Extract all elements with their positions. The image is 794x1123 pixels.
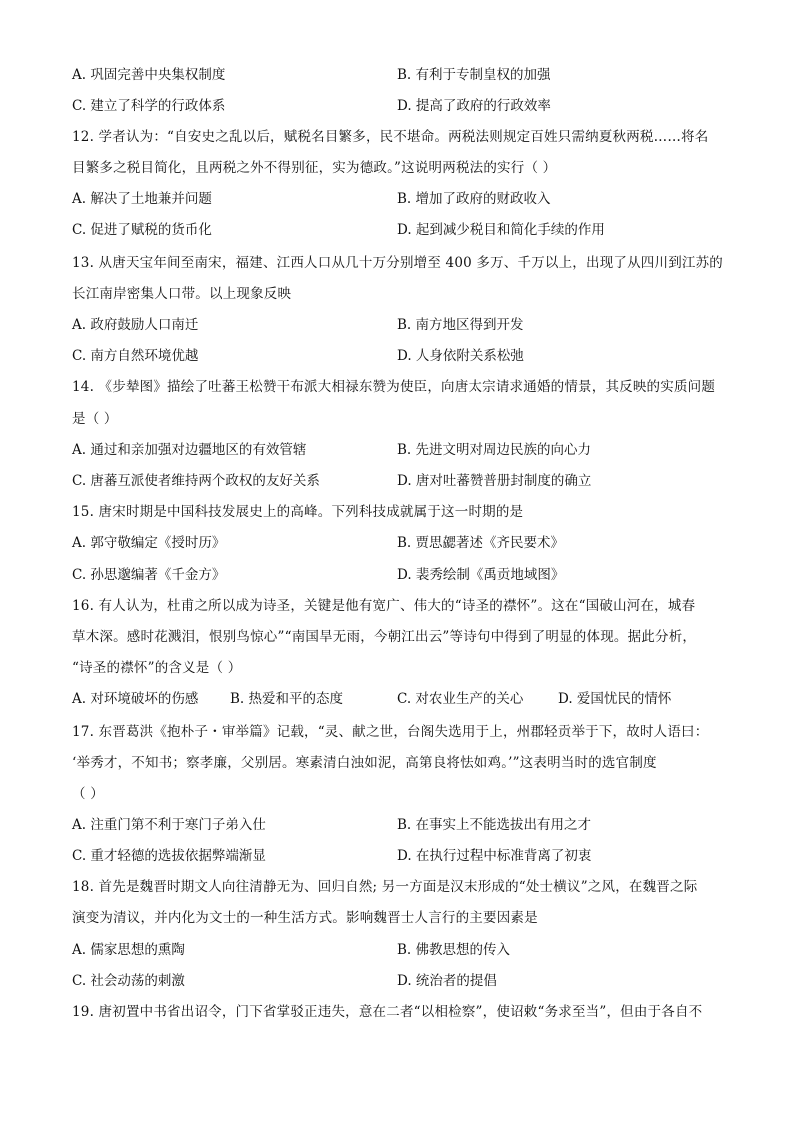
q18-options-row-2: [72, 972, 732, 990]
q12-options-row-2: [72, 221, 732, 239]
q12-option-a[interactable]: A. 解决了土地兼并问题: [72, 191, 212, 207]
q13-stem-line-2: 长江南岸密集人口带。以上现象反映: [72, 286, 292, 302]
q13-stem-line-1: 13. 从唐天宝年间至南宋，福建、江西人口从几十万分别增至 400 多万、千万以上，出现了从四川到江苏的: [72, 255, 724, 271]
q13-option-c[interactable]: C. 南方自然环境优越: [72, 348, 199, 364]
q18-option-d[interactable]: D. 统治者的提倡: [397, 973, 497, 989]
q13-option-d[interactable]: D. 人身依附关系松弛: [397, 348, 524, 364]
q14-stem-line-1: 14. 《步辇图》描绘了吐蕃王松赞干布派大相禄东赞为使臣，向唐太宗请求通婚的情景，其反映的实质问题: [72, 379, 716, 395]
q14-option-d[interactable]: D. 唐对吐蕃赞普册封制度的确立: [397, 473, 592, 489]
q12-option-c[interactable]: C. 促进了赋税的货币化: [72, 222, 212, 238]
q16-stem-line-1: 16. 有人认为，杜甫之所以成为诗圣，关键是他有宽广、伟大的“诗圣的襟怀”。这在“国破山河在，城春: [72, 598, 696, 614]
q14-stem-line-2: 是（ ）: [72, 411, 118, 427]
q14-option-b[interactable]: B. 先进文明对周边民族的向心力: [397, 442, 592, 458]
q14-options-row-2: [72, 472, 732, 490]
q12-stem-line-1: 12. 学者认为：“自安史之乱以后，赋税名目繁多，民不堪命。两税法则规定百姓只需纳夏秋两税……将名: [72, 129, 709, 145]
q11-option-c[interactable]: C. 建立了科学的行政体系: [72, 98, 226, 114]
q15-option-b[interactable]: B. 贾思勰著述《齐民要术》: [397, 535, 565, 551]
q19-stem-line-1: 19. 唐初置中书省出诏令，门下省掌驳正违失，意在二者“以相检察”，使诏敕“务求至当”，但由于各自不: [72, 1004, 703, 1020]
q18-stem-line-2: 演变为清议，并内化为文士的一种生活方式。影响魏晋士人言行的主要因素是: [72, 910, 538, 926]
q14-option-a[interactable]: A. 通过和亲加强对边疆地区的有效管辖: [72, 442, 307, 458]
q18-stem-line-1: 18. 首先是魏晋时期文人向往清静无为、回归自然; 另一方面是汉末形成的“处士横议”之风，在魏晋之际: [72, 879, 698, 895]
q18-option-b[interactable]: B. 佛教思想的传入: [397, 942, 511, 958]
q11-option-d[interactable]: D. 提高了政府的行政效率: [397, 98, 551, 114]
q11-options-row-2: [72, 97, 732, 115]
q17-options-row-2: [72, 847, 732, 865]
q13-option-b[interactable]: B. 南方地区得到开发: [397, 317, 524, 333]
q17-stem-line-1: 17. 东晋葛洪《抱朴子・审举篇》记载，“灵、献之世，台阁失选用于上，州郡轻贡举于下，故时人语曰：: [72, 724, 709, 740]
q15-options-row-1: [72, 534, 732, 552]
q11-option-b[interactable]: B. 有利于专制皇权的加强: [397, 67, 551, 83]
q17-stem-line-2: ‘举秀才，不知书；察孝廉，父别居。寒素清白浊如泥，高第良将怯如鸡。’”这表明当时的选官制度: [72, 755, 657, 771]
q16-option-d[interactable]: D. 爱国忧民的情怀: [558, 691, 672, 707]
q16-options-row: [72, 690, 732, 708]
q13-options-row-2: [72, 347, 732, 365]
q14-option-c[interactable]: C. 唐蕃互派使者维持两个政权的友好关系: [72, 473, 320, 489]
q12-options-row-1: [72, 190, 732, 208]
q15-option-d[interactable]: D. 裴秀绘制《禹贡地域图》: [397, 567, 565, 583]
q11-options-row-1: [72, 66, 732, 84]
q17-option-c[interactable]: C. 重才轻德的选拔依据弊端渐显: [72, 848, 266, 864]
q16-option-b[interactable]: B. 热爱和平的态度: [230, 691, 344, 707]
q18-option-c[interactable]: C. 社会动荡的刺激: [72, 973, 185, 989]
q18-options-row-1: [72, 941, 732, 959]
q15-stem-line-1: 15. 唐宋时期是中国科技发展史上的高峰。下列科技成就属于这一时期的是: [72, 504, 524, 520]
q16-stem-line-3: “诗圣的襟怀”的含义是（ ）: [72, 660, 242, 676]
q13-options-row-1: [72, 316, 732, 334]
q12-option-b[interactable]: B. 增加了政府的财政收入: [397, 191, 551, 207]
q16-option-a[interactable]: A. 对环境破坏的伤感: [72, 691, 199, 707]
q17-option-d[interactable]: D. 在执行过程中标准背离了初衷: [397, 848, 592, 864]
q15-option-a[interactable]: A. 郭守敬编定《授时历》: [72, 535, 226, 551]
q13-option-a[interactable]: A. 政府鼓励人口南迁: [72, 317, 199, 333]
q17-stem-line-3: （ ）: [72, 786, 104, 802]
q17-option-a[interactable]: A. 注重门第不利于寒门子弟入仕: [72, 817, 266, 833]
q17-option-b[interactable]: B. 在事实上不能选拔出有用之才: [397, 817, 592, 833]
q15-options-row-2: [72, 566, 732, 584]
q16-option-c[interactable]: C. 对农业生产的关心: [397, 691, 524, 707]
q16-stem-line-2: 草木深。感时花溅泪，恨别鸟惊心”“南国旱无雨，今朝江出云”等诗句中得到了明显的体现。据此分析，: [72, 629, 697, 645]
q17-options-row-1: [72, 816, 732, 834]
q18-option-a[interactable]: A. 儒家思想的熏陶: [72, 942, 185, 958]
q14-options-row-1: [72, 441, 732, 459]
q11-option-a[interactable]: A. 巩固完善中央集权制度: [72, 67, 226, 83]
q12-option-d[interactable]: D. 起到减少税目和简化手续的作用: [397, 222, 605, 238]
q12-stem-line-2: 目繁多之税目简化，且两税之外不得别征，实为德政。”这说明两税法的实行（ ）: [72, 160, 557, 176]
q15-option-c[interactable]: C. 孙思邈编著《千金方》: [72, 567, 226, 583]
